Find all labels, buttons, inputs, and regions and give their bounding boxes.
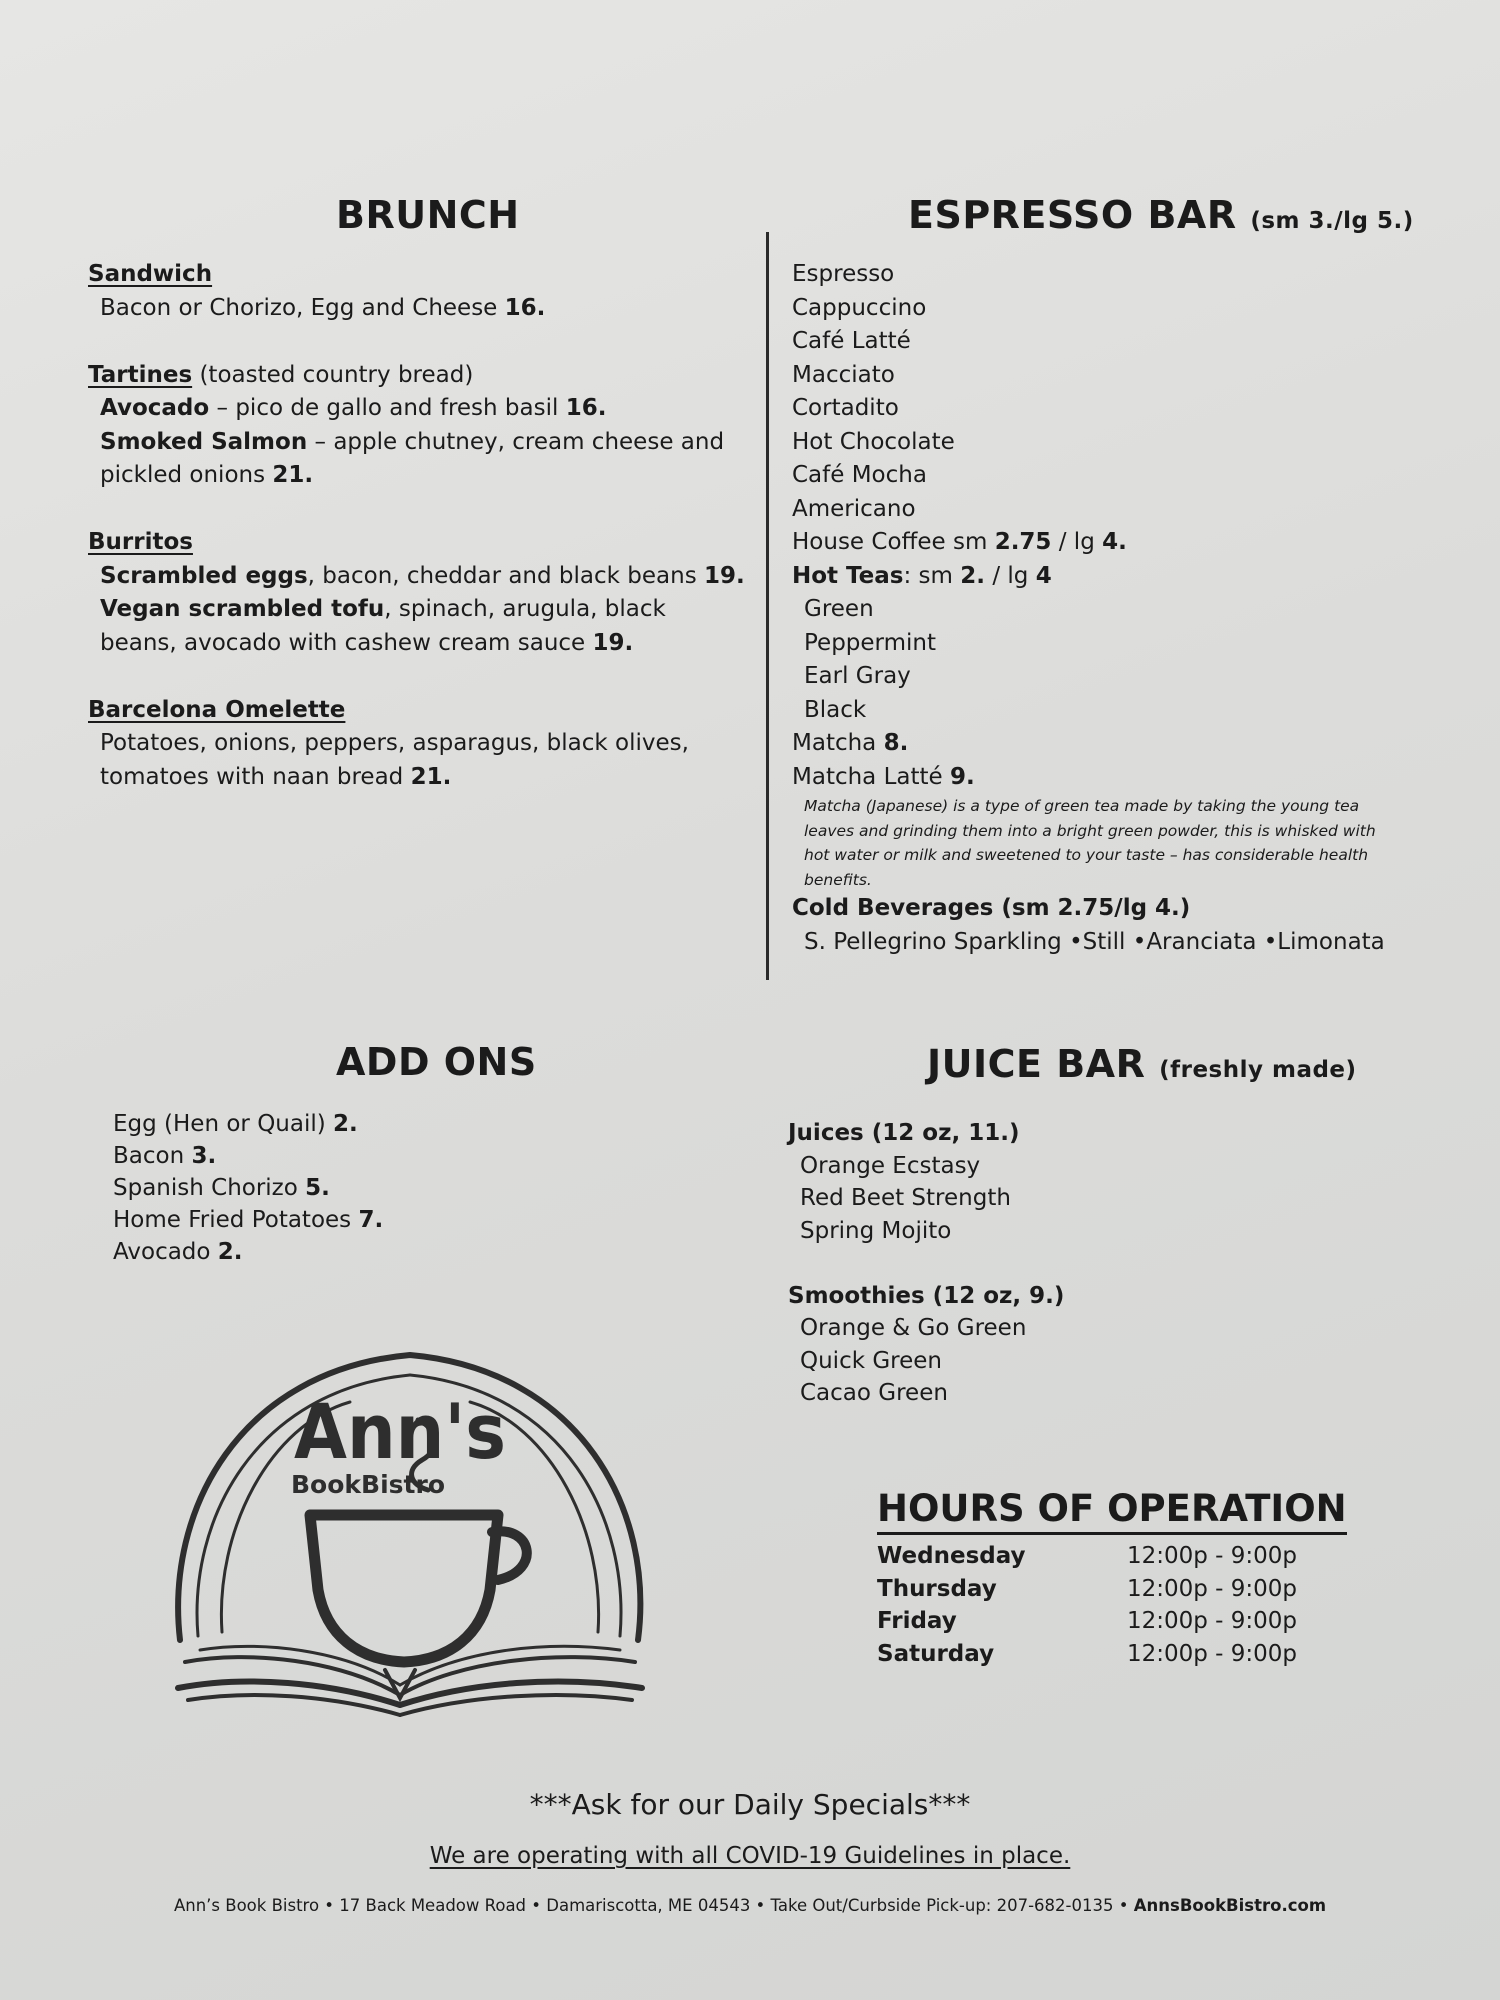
addon-price: 7.	[358, 1207, 384, 1233]
hours-title: HOURS OF OPERATION	[877, 1487, 1347, 1535]
smoothie-item: Quick Green	[800, 1347, 942, 1374]
hot-teas-sizes: : sm	[903, 562, 953, 589]
espresso-item: Espresso	[792, 261, 895, 287]
smoothies-header: Smoothies (12 oz, 9.)	[788, 1282, 1065, 1309]
juice-item: Red Beet Strength	[800, 1185, 1011, 1211]
matcha-note-line: leaves and grinding them into a bright green powder, this is whisked with	[804, 821, 1376, 840]
espresso-item: Americano	[792, 495, 916, 522]
logo-name-bottom: BookBistro	[291, 1470, 445, 1499]
espresso-subtitle: (sm 3./lg 5.)	[1250, 208, 1414, 234]
hours-time: 12:00p - 9:00p	[1126, 1543, 1297, 1569]
tartines-note: (toasted country bread)	[199, 361, 474, 388]
avocado-tartine-name: Avocado	[100, 395, 210, 421]
addon-item	[113, 1204, 383, 1236]
juice-subtitle: (freshly made)	[1159, 1057, 1357, 1083]
salmon-tartine-desc2: pickled onions	[100, 462, 266, 488]
juices-header: Juices (12 oz, 11.)	[788, 1120, 1020, 1146]
matcha-note-line: benefits.	[804, 870, 872, 889]
sandwich-header: Sandwich	[88, 261, 213, 287]
espresso-title-text: ESPRESSO BAR	[908, 193, 1237, 237]
avocado-tartine-desc: – pico de gallo and fresh basil	[216, 395, 559, 421]
anns-bookbistro-logo	[160, 1310, 660, 1730]
burrito1-desc: , bacon, cheddar and black beans	[307, 562, 697, 589]
addon-name: Avocado	[113, 1239, 211, 1265]
juice-item: Spring Mojito	[800, 1217, 952, 1244]
matcha-label: Matcha	[792, 730, 877, 756]
hours-row	[877, 1573, 1297, 1606]
smoothie-item: Cacao Green	[800, 1380, 948, 1406]
hours-day: Saturday	[877, 1640, 995, 1667]
hours-day: Friday	[877, 1608, 957, 1634]
tea-item: Black	[804, 696, 867, 723]
omelette-desc2: tomatoes with naan bread	[100, 763, 404, 790]
omelette-price: 21.	[410, 763, 452, 790]
addon-price: 3.	[191, 1143, 217, 1169]
hours-row	[877, 1638, 1297, 1671]
addon-name: Home Fried Potatoes	[113, 1207, 352, 1233]
espresso-list	[792, 258, 1385, 959]
cold-beverages-header: Cold Beverages (sm 2.75/lg 4.)	[792, 895, 1191, 921]
omelette-desc: Potatoes, onions, peppers, asparagus, black olives,	[100, 730, 689, 756]
matcha-note-line: Matcha (Japanese) is a type of green tea made by taking the young tea	[804, 797, 1360, 815]
footer-website: AnnsBookBistro.com	[1133, 1896, 1327, 1915]
column-divider	[766, 232, 769, 980]
tea-item: Earl Gray	[804, 663, 911, 689]
burrito2-desc2: beans, avocado with cashew cream sauce	[100, 629, 586, 656]
matcha-latte-label: Matcha Latté	[792, 763, 943, 790]
hot-teas-lg: 4	[1035, 562, 1052, 589]
juice-title	[927, 1042, 1357, 1086]
hours-time: 12:00p - 9:00p	[1126, 1608, 1297, 1634]
house-coffee	[792, 526, 1385, 560]
covid-notice: We are operating with all COVID-19 Guidelines in place.	[429, 1843, 1071, 1869]
sandwich-price: 16.	[504, 294, 546, 321]
espresso-item: Cappuccino	[792, 294, 927, 321]
espresso-item: Café Mocha	[792, 462, 927, 488]
hot-teas	[792, 560, 1385, 594]
daily-specials: ***Ask for our Daily Specials***	[529, 1788, 971, 1821]
brunch-title: BRUNCH	[336, 193, 520, 237]
house-coffee-label: House Coffee sm	[792, 529, 988, 555]
tea-item: Peppermint	[804, 629, 936, 656]
house-coffee-lg: 4.	[1102, 529, 1127, 555]
sandwich-item: Bacon or Chorizo, Egg and Cheese	[100, 294, 498, 321]
hours-day: Wednesday	[877, 1543, 1026, 1569]
espresso-item: Macciato	[792, 361, 895, 388]
footer-address: Ann’s Book Bistro • 17 Back Meadow Road • Damariscotta, ME 04543 • Take Out/Curbside Pick-up: 207-682-0135 •	[173, 1896, 1129, 1915]
matcha-latte-price: 9.	[950, 763, 975, 790]
addon-price: 2.	[333, 1111, 358, 1137]
hot-teas-label: Hot Teas	[792, 562, 904, 589]
espresso-title	[908, 193, 1414, 237]
brunch-list	[88, 258, 745, 794]
hours-table	[877, 1540, 1297, 1670]
espresso-item: Café Latté	[792, 328, 911, 354]
addon-item	[113, 1108, 383, 1140]
burrito1-price: 19.	[704, 562, 745, 589]
hours-row	[877, 1605, 1297, 1638]
addon-name: Bacon	[113, 1143, 185, 1169]
hours-time: 12:00p - 9:00p	[1126, 1575, 1297, 1602]
espresso-item: Hot Chocolate	[792, 428, 955, 455]
addons-list	[113, 1108, 383, 1268]
salmon-tartine-desc: – apple chutney, cream cheese and	[314, 428, 725, 455]
cold-beverages-items: S. Pellegrino Sparkling •Still •Aranciata •Limonata	[804, 928, 1385, 955]
addon-price: 5.	[305, 1175, 330, 1201]
addon-name: Spanish Chorizo	[113, 1175, 298, 1201]
logo-name-top: Ann's	[294, 1387, 506, 1476]
house-coffee-sm: 2.75	[994, 529, 1052, 555]
salmon-tartine-name: Smoked Salmon	[100, 428, 308, 455]
burrito2-name: Vegan scrambled tofu	[100, 596, 385, 622]
addon-item	[113, 1236, 383, 1268]
burrito2-desc: , spinach, arugula, black	[384, 596, 666, 622]
juice-list	[788, 1117, 1064, 1410]
hours-row	[877, 1540, 1297, 1573]
addon-item	[113, 1140, 383, 1172]
tartines-header: Tartines	[88, 361, 193, 388]
hot-teas-sm: 2.	[960, 562, 986, 589]
matcha-note-line: hot water or milk and sweetened to your taste – has considerable health	[804, 846, 1369, 864]
espresso-item: Cortadito	[792, 395, 899, 421]
juice-item: Orange Ecstasy	[800, 1152, 981, 1179]
hours-day: Thursday	[877, 1575, 997, 1602]
addon-item	[113, 1172, 383, 1204]
tea-item: Green	[804, 596, 874, 622]
burritos-header: Burritos	[88, 529, 193, 555]
omelette-header: Barcelona Omelette	[88, 696, 346, 723]
avocado-tartine-price: 16.	[565, 395, 607, 421]
smoothie-item: Orange & Go Green	[800, 1315, 1027, 1341]
addons-title: ADD ONS	[336, 1040, 537, 1084]
juice-title-text: JUICE BAR	[927, 1042, 1146, 1086]
house-coffee-sep: / lg	[1058, 529, 1095, 555]
addon-price: 2.	[217, 1239, 243, 1265]
burrito1-name: Scrambled eggs	[100, 562, 308, 589]
salmon-tartine-price: 21.	[272, 462, 314, 488]
matcha-price: 8.	[883, 730, 909, 756]
hot-teas-sep: / lg	[992, 562, 1029, 589]
burrito2-price: 19.	[592, 629, 634, 656]
hours-time: 12:00p - 9:00p	[1126, 1640, 1297, 1667]
addon-name: Egg (Hen or Quail)	[113, 1111, 326, 1137]
footer	[0, 1896, 1500, 1915]
